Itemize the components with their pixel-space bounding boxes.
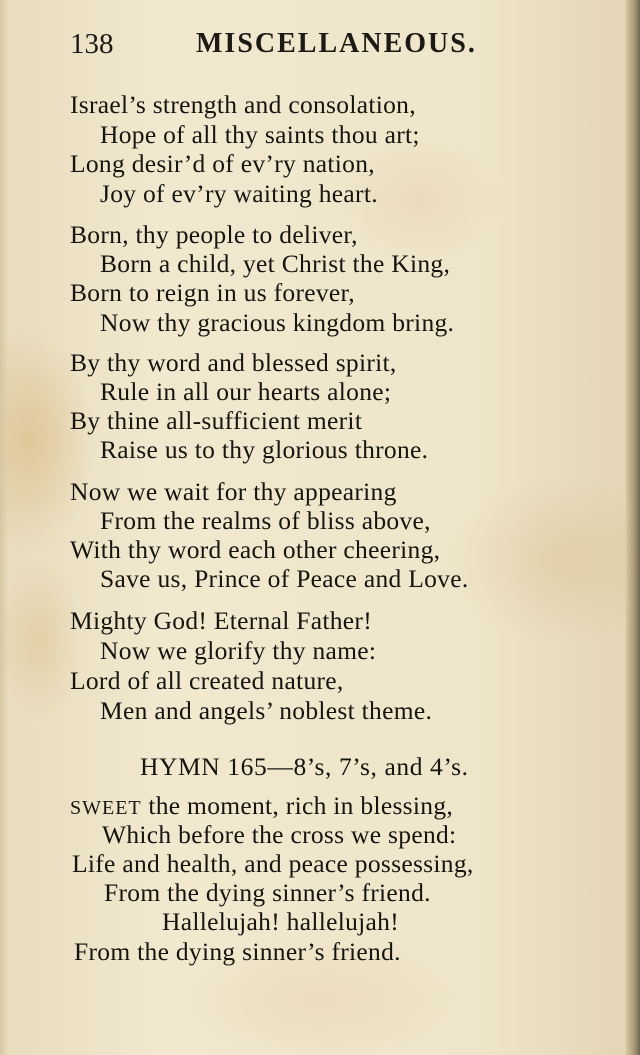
stanza-1-line-1: Israel’s strength and consolation, [70,90,416,119]
page-header [0,28,640,68]
stanza-4-line-1: Now we wait for thy appearing [70,477,397,506]
stanza-5-line-1: Mighty God! Eternal Father! [70,606,372,635]
stanza-4-line-4: Save us, Prince of Peace and Love. [100,564,469,593]
stanza-2-line-4: Now thy gracious kingdom bring. [100,308,455,337]
stanza-3-line-3: By thine all-sufficient merit [70,406,363,435]
stanza-2-line-3: Born to reign in us forever, [70,278,355,307]
stanza-3-line-4: Raise us to thy glorious throne. [100,435,429,464]
stanza-3-line-1: By thy word and blessed spirit, [70,348,397,377]
hymn-line-5: Hallelujah! hallelujah! [162,907,400,936]
stanza-1-line-4: Joy of ev’ry waiting heart. [100,179,378,208]
stanza-2-line-1: Born, thy people to deliver, [70,220,358,249]
hymn-title: HYMN 165—8’s, 7’s, and 4’s. [140,752,469,781]
stanza-4-line-2: From the realms of bliss above, [100,506,431,535]
hymn-line-1 [70,791,453,823]
stanza-2-line-2: Born a child, yet Christ the King, [100,249,451,278]
stanza-1-line-2: Hope of all thy saints thou art; [100,120,420,149]
hymn-line-2: Which before the cross we spend: [102,820,457,849]
hymn-first-line-rest: the moment, rich in blessing, [141,791,454,820]
hymn-line-6: From the dying sinner’s friend. [74,937,401,966]
page-edge [626,0,640,1055]
hymn-line-3: Life and health, and peace possessing, [72,849,474,878]
stanza-1-line-3: Long desir’d of ev’ry nation, [70,149,375,178]
stanza-4-line-3: With thy word each other cheering, [70,535,441,564]
running-head: MISCELLANEOUS. [196,28,477,59]
stanza-3-line-2: Rule in all our hearts alone; [100,377,392,406]
stanza-5-line-3: Lord of all created nature, [70,666,344,695]
hymn-line-4: From the dying sinner’s friend. [104,878,431,907]
stanza-5-line-2: Now we glorify thy name: [100,636,377,665]
hymn-first-word: SWEET [70,797,142,819]
page-gutter-shadow [0,0,8,1055]
stanza-5-line-4: Men and angels’ noblest theme. [100,696,433,725]
page-number: 138 [70,28,114,60]
